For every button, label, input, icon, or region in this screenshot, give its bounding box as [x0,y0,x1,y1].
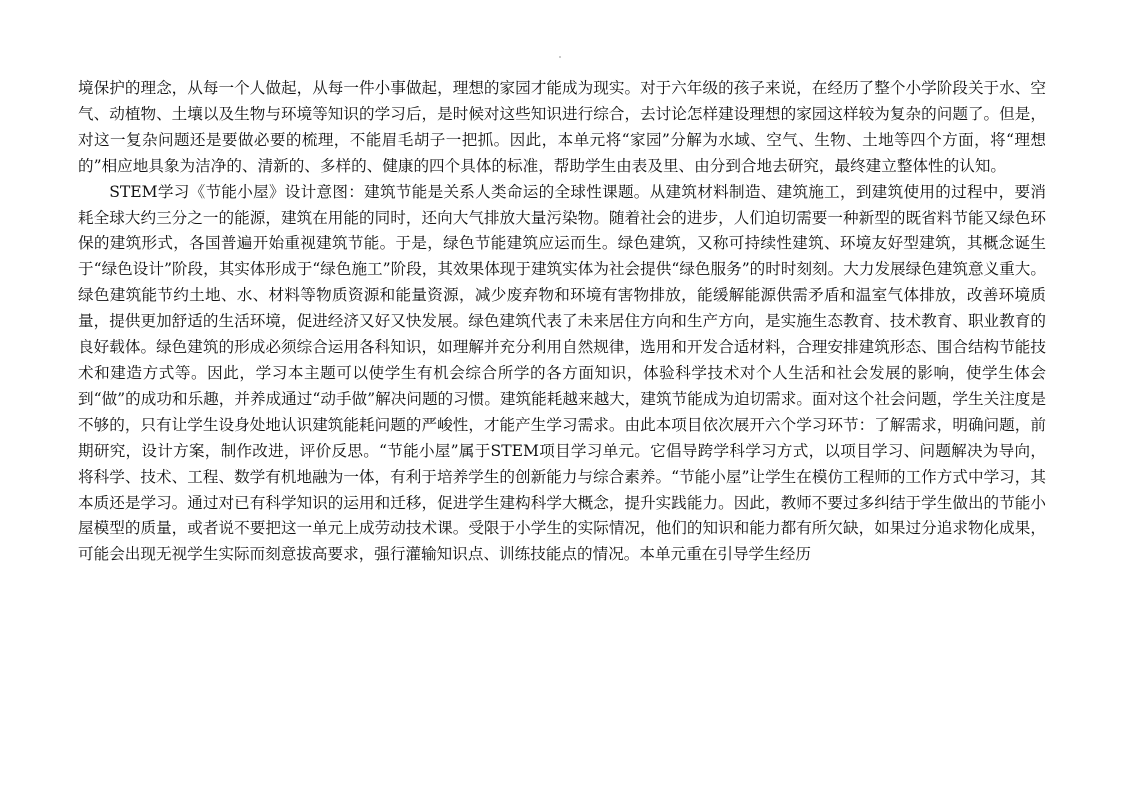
header-mark [559,56,561,58]
paragraph-stem-design-intent: STEM学习《节能小屋》设计意图：建筑节能是关系人类命运的全球性课题。从建筑材料制造、建筑施工，到建筑使用的过程中，要消耗全球大约三分之一的能源，建筑在用能的同时，还向大气排放大量污染物。随着社会的进步，人们迫切需要一种新型的既省料节能又绿色环保的建筑形式，各国普遍开始重视建筑节能。于是，绿色节能建筑应运而生。绿色建筑，又称可持续性建筑、环境友好型建筑，其概念诞生于“绿色设计”阶段，其实体形成于“绿色施工”阶段，其效果体现于建筑实体为社会提供“绿色服务”的时时刻刻。大力发展绿色建筑意义重大。绿色建筑能节约土地、水、材料等物质资源和能量资源，减少废弃物和环境有害物排放，能缓解能源供需矛盾和温室气体排放，改善环境质量，提供更加舒适的生活环境，促进经济又好又快发展。绿色建筑代表了未来居住方向和生产方向，是实施生态教育、技术教育、职业教育的良好载体。绿色建筑的形成必须综合运用各科知识，如理解并充分利用自然规律，选用和开发合适材料，合理安排建筑形态、围合结构节能技术和建造方式等。因此，学习本主题可以使学生有机会综合所学的各方面知识，体验科学技术对个人生活和社会发展的影响，使学生体会到“做”的成功和乐趣，并养成通过“动手做”解决问题的习惯。建筑能耗越来越大，建筑节能成为迫切需求。面对这个社会问题，学生关注度是不够的，只有让学生设身处地认识建筑能耗问题的严峻性，才能产生学习需求。由此本项目依次展开六个学习环节：了解需求，明确问题，前期研究，设计方案，制作改进，评价反思。“节能小屋”属于STEM项目学习单元。它倡导跨学科学习方式，以项目学习、问题解决为导向，将科学、技术、工程、数学有机地融为一体，有利于培养学生的创新能力与综合素养。“节能小屋”让学生在模仿工程师的工作方式中学习，其本质还是学习。通过对已有科学知识的运用和迁移，促进学生建构科学大概念，提升实践能力。因此，教师不要过多纠结于学生做出的节能小屋模型的质量，或者说不要把这一单元上成劳动技术课。受限于小学生的实际情况，他们的知识和能力都有所欠缺，如果过分追求物化成果，可能会出现无视学生实际而刻意拔高要求，强行灌输知识点、训练技能点的情况。本单元重在引导学生经历 [78,182,1046,564]
paragraph-continuation: 境保护的理念，从每一个人做起，从每一件小事做起，理想的家园才能成为现实。对于六年级的孩子来说，在经历了整个小学阶段关于水、空气、动植物、土壤以及生物与环境等知识的学习后，是时候对这些知识进行综合，去讨论怎样建设理想的家园这样较为复杂的问题了。但是，对这一复杂问题还是要做必要的梳理，不能眉毛胡子一把抓。因此，本单元将“家园”分解为水域、空气、生物、土地等四个方面，将“理想的”相应地具象为洁净的、清新的、多样的、健康的四个具体的标准，帮助学生由表及里、由分到合地去研究，最终建立整体性的认知。 [78,79,1046,175]
document-body [78,76,1046,568]
